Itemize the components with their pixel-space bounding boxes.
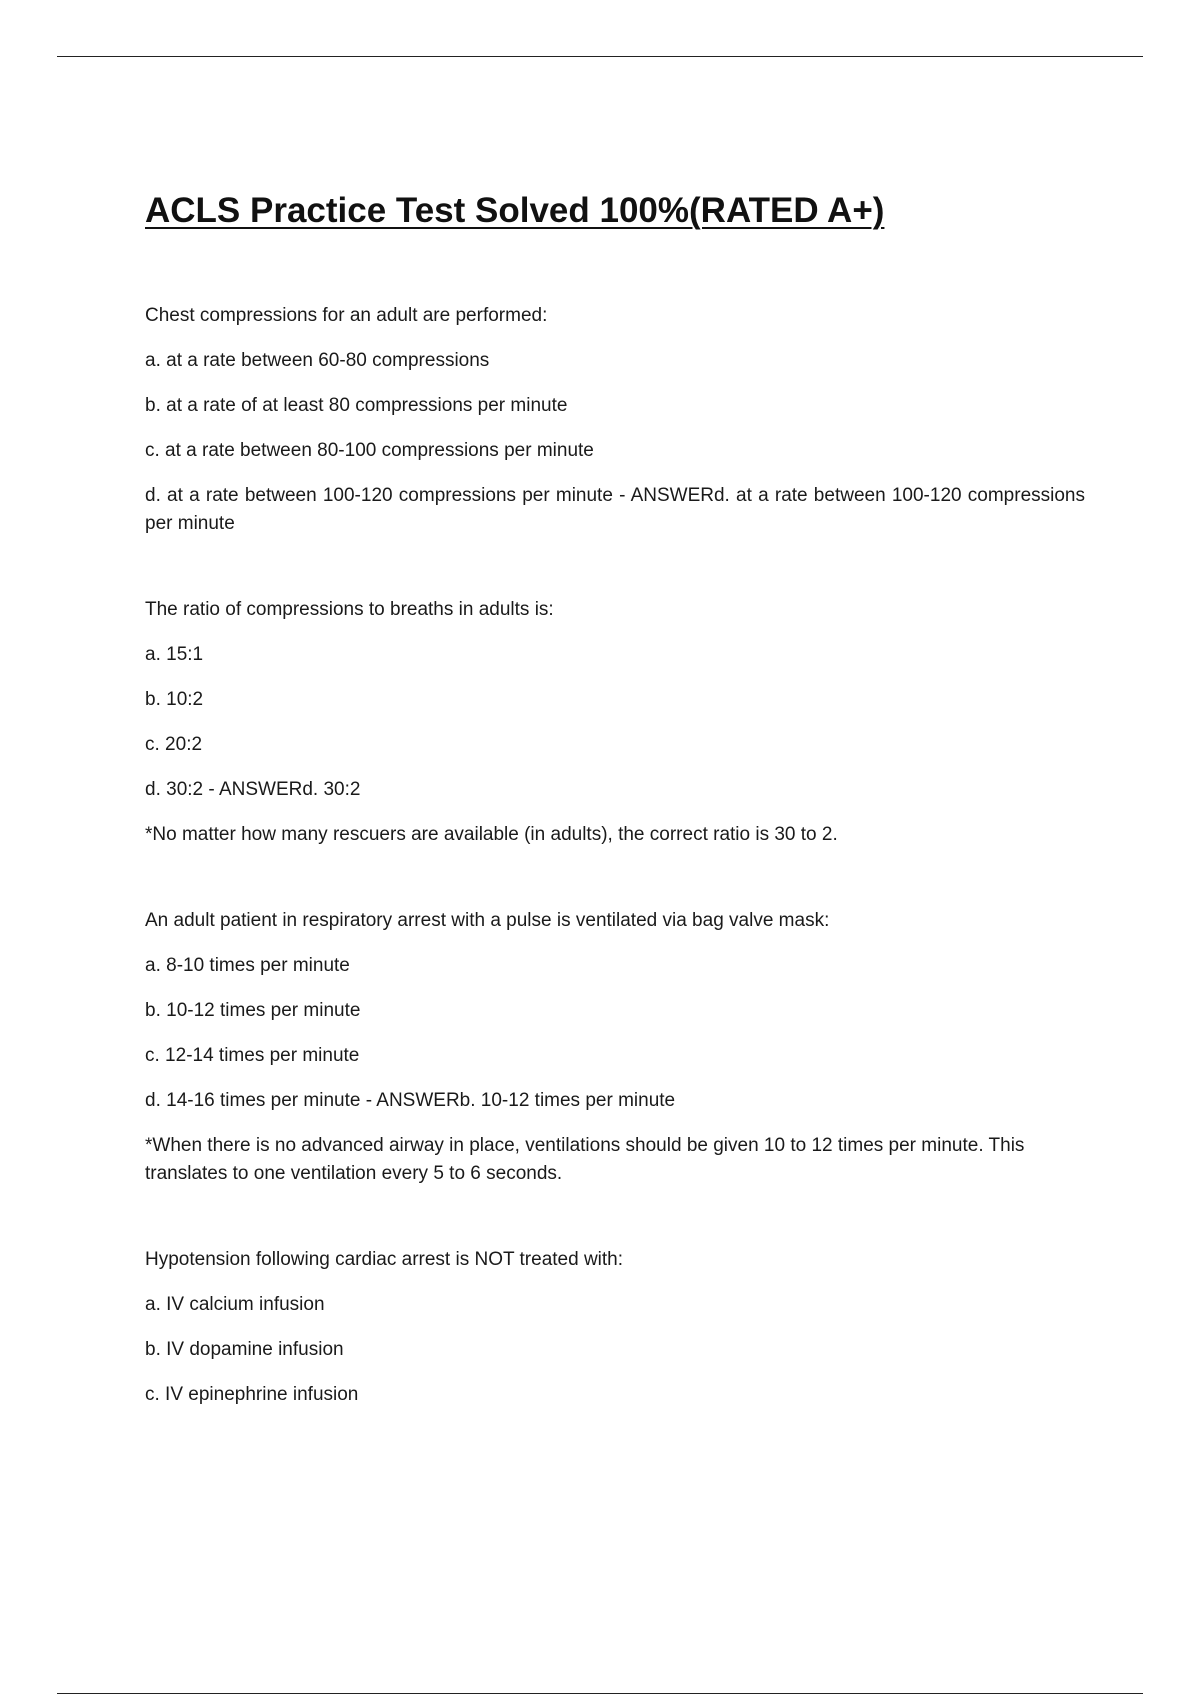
document-body <box>145 190 1085 1467</box>
answer-option: a. 15:1 <box>145 644 204 665</box>
answer-option: d. at a rate between 100-120 compressions per minute - ANSWERd. at a rate between 100-120 compressions per minute <box>145 485 1085 534</box>
question-prompt: Chest compressions for an adult are performed: <box>145 305 548 326</box>
question-list <box>145 302 1085 1409</box>
answer-note: *When there is no advanced airway in place, ventilations should be given 10 to 12 times per minute. This translates to one ventilation every 5 to 6 seconds. <box>145 1135 1025 1184</box>
question-prompt: The ratio of compressions to breaths in adults is: <box>145 599 554 620</box>
header-rule <box>57 56 1143 57</box>
question-3 <box>145 907 1085 1188</box>
answer-option: c. IV epinephrine infusion <box>145 1384 359 1405</box>
footer-rule <box>57 1693 1143 1694</box>
answer-option: b. IV dopamine infusion <box>145 1339 344 1360</box>
answer-option: a. IV calcium infusion <box>145 1294 325 1315</box>
answer-option: b. 10:2 <box>145 689 204 710</box>
answer-option: b. 10-12 times per minute <box>145 1000 361 1021</box>
question-prompt: Hypotension following cardiac arrest is NOT treated with: <box>145 1249 624 1270</box>
question-4 <box>145 1246 1085 1409</box>
answer-option: c. 12-14 times per minute <box>145 1045 360 1066</box>
question-prompt: An adult patient in respiratory arrest with a pulse is ventilated via bag valve mask: <box>145 910 830 931</box>
document-title: ACLS Practice Test Solved 100%(RATED A+) <box>145 191 885 230</box>
answer-option: c. at a rate between 80-100 compressions per minute <box>145 440 594 461</box>
answer-option: b. at a rate of at least 80 compressions per minute <box>145 395 568 416</box>
question-2 <box>145 596 1085 849</box>
answer-option: c. 20:2 <box>145 734 203 755</box>
answer-option: a. at a rate between 60-80 compressions <box>145 350 490 371</box>
answer-option: a. 8-10 times per minute <box>145 955 350 976</box>
answer-option: d. 30:2 - ANSWERd. 30:2 <box>145 779 361 800</box>
answer-note: *No matter how many rescuers are available (in adults), the correct ratio is 30 to 2. <box>145 824 838 845</box>
question-1 <box>145 302 1085 538</box>
answer-option: d. 14-16 times per minute - ANSWERb. 10-12 times per minute <box>145 1090 676 1111</box>
